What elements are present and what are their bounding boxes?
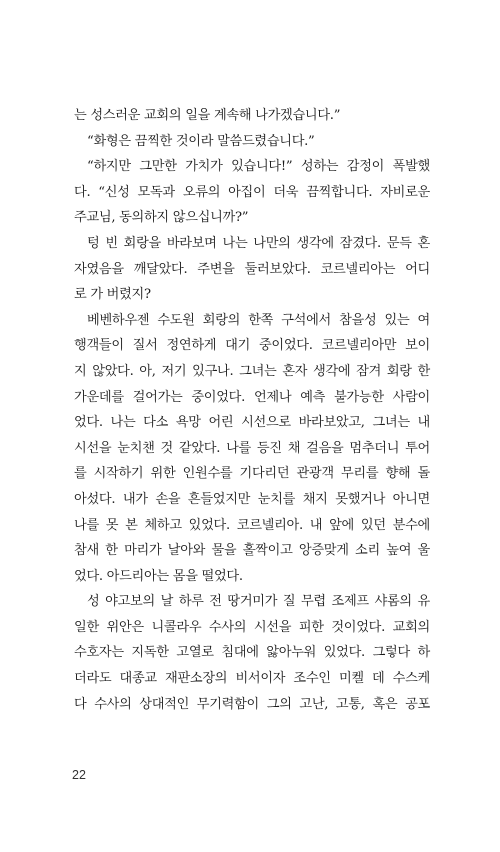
page-number: 22: [72, 768, 86, 782]
text-line: 로 가 버렸지?: [74, 287, 151, 303]
text-line: 행객들이 질서 정연하게 대기 중이었다. 코르넬리아만 보이: [74, 338, 430, 354]
text-line: 일한 위안은 니콜라우 수사의 시선을 피한 것이었다. 교회의: [74, 619, 430, 635]
body-text: [74, 103, 430, 717]
text-line: 다. “신성 모독과 오류의 아집이 더욱 끔찍합니다. 자비로운: [74, 184, 430, 200]
text-line: “화형은 끔찍한 것이라 말씀드렸습니다.”: [87, 133, 315, 149]
text-line: 었다. 나는 다소 욕망 어린 시선으로 바라보았고, 그녀는 내: [74, 415, 430, 431]
text-line: 나를 못 본 체하고 있었다. 코르넬리아. 내 앞에 있던 분수에: [74, 517, 430, 533]
text-line: 아섰다. 내가 손을 흔들었지만 눈치를 채지 못했거나 아니면: [74, 491, 430, 507]
text-line: 텅 빈 회랑을 바라보며 나는 나만의 생각에 잠겼다. 문득 혼: [87, 235, 430, 251]
text-line: 수호자는 지독한 고열로 침대에 앓아누워 있었다. 그렇다 하: [74, 645, 430, 661]
text-line: 다 수사의 상대적인 무기력함이 그의 고난, 고통, 혹은 공포: [74, 696, 430, 712]
text-line: 었다. 아드리아는 몸을 떨었다.: [74, 568, 243, 584]
text-line: 는 성스러운 교회의 일을 계속해 나가겠습니다.”: [74, 108, 341, 123]
text-line: 주교님, 동의하지 않으십니까?”: [74, 210, 249, 226]
text-line: 자였음을 깨달았다. 주변을 둘러보았다. 코르넬리아는 어디: [74, 261, 430, 277]
text-line: 성 야고보의 날 하루 전 땅거미가 질 무렵 조제프 샤롬의 유: [87, 594, 430, 610]
text-line: 지 않았다. 아, 저기 있구나. 그녀는 혼자 생각에 잠겨 회랑 한: [74, 363, 430, 379]
text-line: 더라도 대종교 재판소장의 비서이자 조수인 미켈 데 수스케: [74, 671, 430, 687]
text-line: 참새 한 마리가 날아와 물을 홀짝이고 앙증맞게 소리 높여 울: [74, 543, 430, 559]
text-line: 베벤하우젠 수도원 회랑의 한쪽 구석에서 참을성 있는 여: [87, 312, 430, 328]
text-line: 가운데를 걸어가는 중이었다. 언제나 예측 불가능한 사람이: [74, 389, 430, 405]
text-line: 시선을 눈치챈 것 같았다. 나를 등진 채 걸음을 멈추더니 투어: [74, 440, 430, 456]
text-line: 를 시작하기 위한 인원수를 기다리던 관광객 무리를 향해 돌: [74, 466, 430, 482]
text-line: “하지만 그만한 가치가 있습니다!” 성하는 감정이 폭발했: [87, 159, 430, 175]
